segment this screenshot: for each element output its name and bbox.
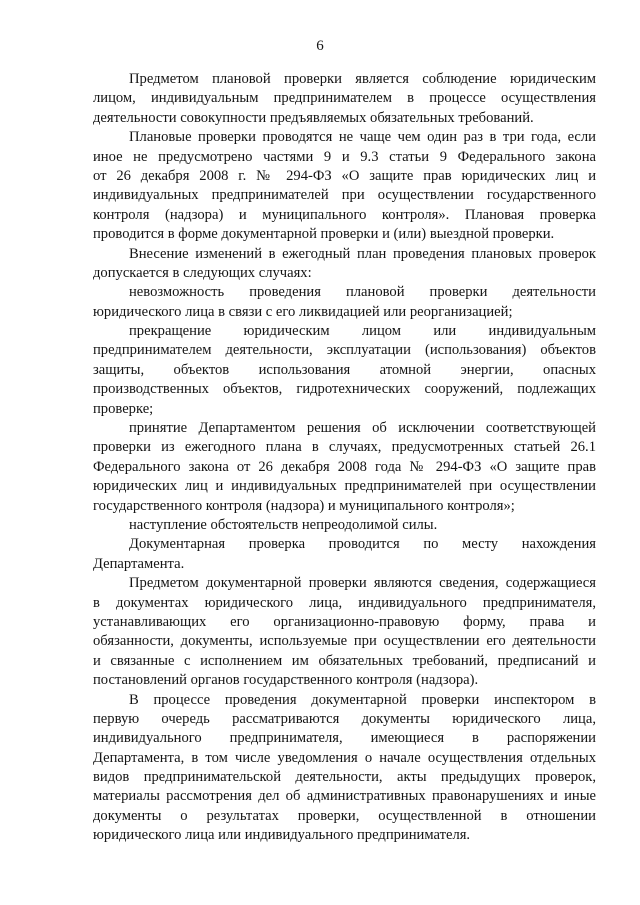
paragraph bbox=[93, 70, 596, 128]
text-line: постановлений органов государственного контроля (надзора). bbox=[93, 672, 479, 689]
text-line: принятие Департаментом решения об исключении соответствующей bbox=[129, 420, 596, 437]
paragraph bbox=[93, 128, 596, 244]
text-line: проверке; bbox=[93, 400, 154, 417]
text-line: иное не предусмотрено частями 9 и 9.3 статьи 9 Федерального закона bbox=[93, 148, 596, 165]
paragraph bbox=[93, 245, 596, 284]
paragraph bbox=[93, 574, 596, 690]
text-line: Внесение изменений в ежегодный план проведения плановых проверок bbox=[129, 245, 596, 262]
text-line: документы о результатах проверки, осуществленной в отношении bbox=[93, 807, 596, 824]
text-line: Департамента. bbox=[93, 555, 185, 572]
text-line: в документах юридического лица, индивидуального предпринимателя, bbox=[93, 594, 596, 611]
text-line: Документарная проверка проводится по месту нахождения bbox=[129, 536, 596, 553]
text-line: деятельности совокупности предъявляемых обязательных требований. bbox=[93, 109, 534, 126]
text-line: защиты, объектов использования атомной энергии, опасных bbox=[93, 361, 596, 378]
text-line: материалы рассмотрения дел об административных правонарушениях и иные bbox=[93, 788, 596, 805]
text-line: контроля (надзора) и муниципального контроля». Плановая проверка bbox=[93, 206, 596, 223]
text-line: индивидуальных предпринимателей при осуществлении государственного bbox=[93, 187, 596, 204]
text-line: от 26 декабря 2008 г. № 294-ФЗ «О защите прав юридических лиц и bbox=[93, 167, 596, 184]
text-line: индивидуального предпринимателя, имеющиеся в распоряжении bbox=[93, 730, 596, 747]
text-line: юридических лиц и индивидуальных предпринимателей при осуществлении bbox=[93, 478, 596, 495]
text-line: первую очередь рассматриваются документы юридического лица, bbox=[93, 710, 596, 727]
paragraph bbox=[93, 283, 596, 322]
text-line: Предметом документарной проверки являются сведения, содержащиеся bbox=[129, 575, 596, 592]
text-line: Плановые проверки проводятся не чаще чем один раз в три года, если bbox=[129, 129, 596, 146]
paragraph bbox=[93, 535, 596, 574]
text-line: Предметом плановой проверки является соблюдение юридическим bbox=[129, 71, 596, 87]
paragraph bbox=[93, 322, 596, 419]
text-line: Департамента, в том числе уведомления о начале осуществления отдельных bbox=[93, 749, 596, 766]
text-line: невозможность проведения плановой проверки деятельности bbox=[129, 284, 596, 301]
text-line: и связанные с исполнением им обязательных требований, предписаний и bbox=[93, 652, 596, 669]
text-line: В процессе проведения документарной проверки инспектором в bbox=[129, 691, 596, 708]
text-line: Федерального закона от 26 декабря 2008 года № 294-ФЗ «О защите прав bbox=[93, 458, 596, 475]
text-line: юридического лица или индивидуального предпринимателя. bbox=[93, 827, 471, 844]
text-line: производственных объектов, гидротехнических сооружений, подлежащих bbox=[93, 381, 596, 398]
paragraph bbox=[93, 516, 596, 535]
body-text bbox=[93, 70, 596, 846]
text-line: проводится в форме документарной проверки и (или) выездной проверки. bbox=[93, 226, 555, 243]
page-number: 6 bbox=[316, 38, 324, 54]
text-line: прекращение юридическим лицом или индивидуальным bbox=[129, 323, 596, 340]
text-line: допускается в следующих случаях: bbox=[93, 264, 312, 281]
text-line: обязанности, документы, используемые при осуществлении его деятельности bbox=[93, 633, 596, 650]
text-line: лицом, индивидуальным предпринимателем в процессе осуществления bbox=[93, 90, 596, 107]
text-line: юридического лица в связи с его ликвидацией или реорганизацией; bbox=[93, 303, 513, 320]
text-line: государственного контроля (надзора) и муниципального контроля»; bbox=[93, 497, 515, 514]
paragraph bbox=[93, 691, 596, 846]
text-line: устанавливающих его организационно-правовую форму, права и bbox=[93, 613, 596, 630]
text-line: наступление обстоятельств непреодолимой силы. bbox=[129, 516, 438, 533]
text-line: проверки из ежегодного плана в случаях, предусмотренных статьей 26.1 bbox=[93, 439, 596, 456]
text-line: видов предпринимательской деятельности, акты предыдущих проверок, bbox=[93, 769, 596, 786]
paragraph bbox=[93, 419, 596, 516]
text-line: предпринимателем деятельности, эксплуатации (использования) объектов bbox=[93, 342, 596, 359]
